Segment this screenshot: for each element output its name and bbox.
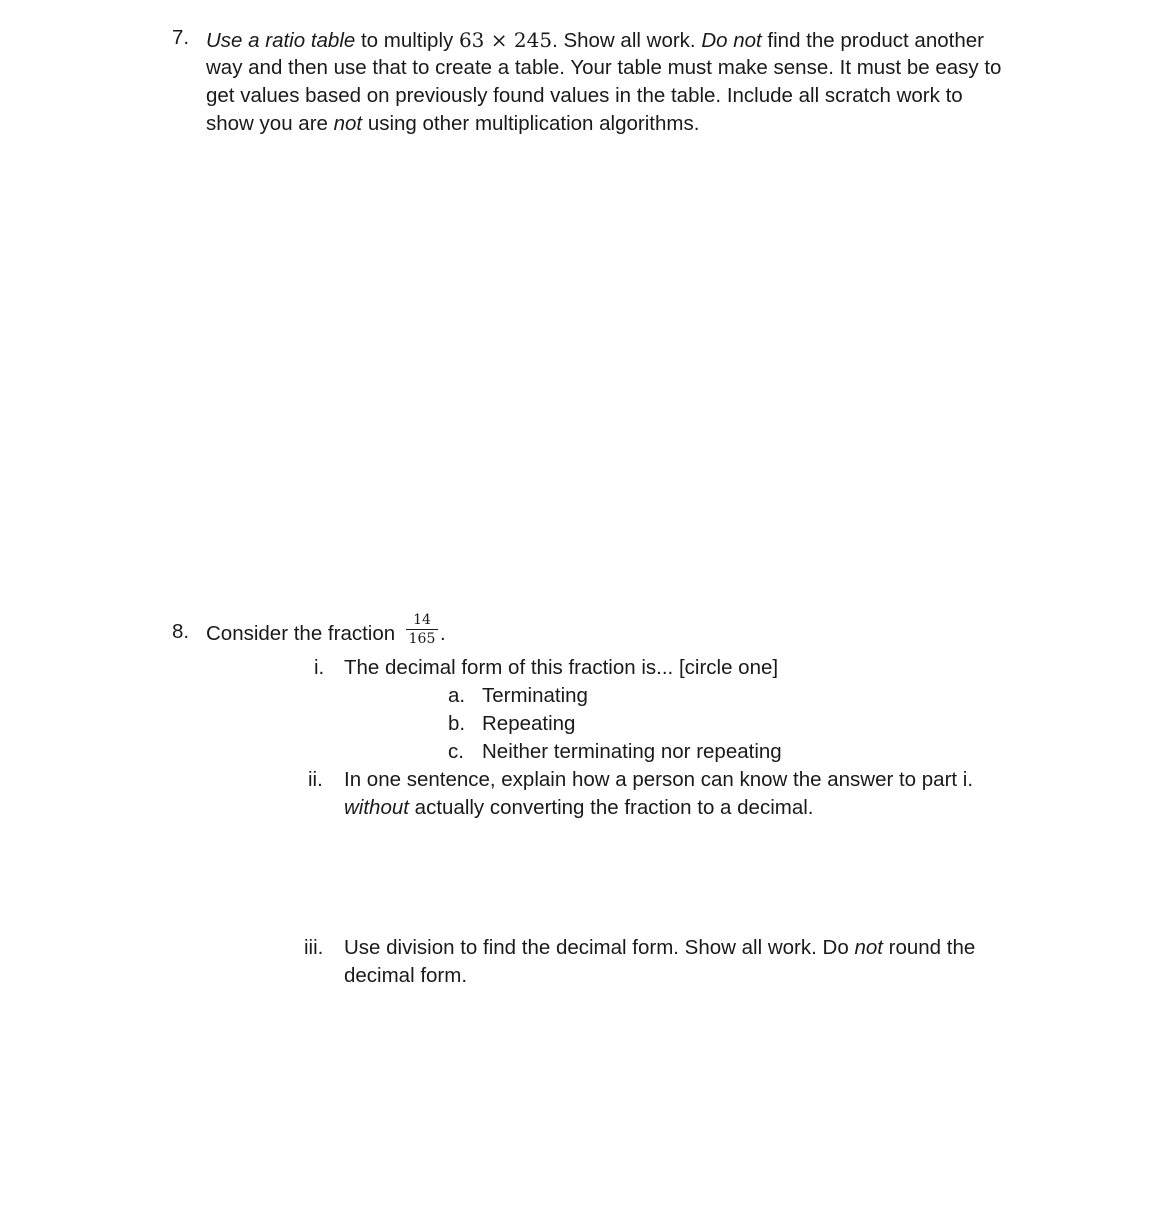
option-neither[interactable]: Neither terminating nor repeating [482, 740, 782, 763]
fraction-bar [406, 629, 438, 630]
option-b-letter: b. [448, 712, 466, 735]
problem-7-line-2: way and then use that to create a table. Your table must make sense. It must be easy to [206, 56, 1002, 79]
problem-7-italic-lead: Use a ratio table [206, 29, 356, 52]
problem-7-text-b: . Show all work. [552, 29, 702, 52]
problem-7-text-a: to multiply [355, 29, 459, 52]
part-ii-line-1: In one sentence, explain how a person can know the answer to part i. [344, 768, 974, 791]
part-iii-number: iii. [304, 936, 324, 959]
part-iii-italic-not: not [854, 936, 883, 959]
problem-8-prompt: Consider the fraction [206, 622, 396, 645]
problem-7-text-c: find the product another [761, 29, 984, 52]
problem-7-line-4-a: show you are [206, 112, 334, 135]
option-repeating[interactable]: Repeating [482, 712, 576, 735]
option-a-letter: a. [448, 684, 466, 707]
fraction-numerator: 14 [413, 612, 431, 628]
problem-8-number: 8. [172, 620, 190, 643]
part-i-text: The decimal form of this fraction is... [circle one] [344, 656, 779, 679]
part-ii-line-2-rest: actually converting the fraction to a decimal. [408, 796, 814, 819]
problem-7-line-1 [206, 26, 984, 55]
part-i-number: i. [314, 656, 325, 679]
problem-7-number: 7. [172, 26, 190, 49]
problem-7-line-3: get values based on previously found values in the table. Include all scratch work to [206, 84, 963, 107]
option-c-letter: c. [448, 740, 464, 763]
part-iii-line-1-a: Use division to find the decimal form. Show all work. Do [344, 936, 855, 959]
part-ii-line-2 [344, 794, 813, 822]
part-ii-italic-without: without [344, 796, 409, 819]
problem-7-math-expression: 63 × 245 [458, 28, 553, 52]
problem-7-line-4 [206, 110, 699, 138]
part-iii-line-1 [344, 934, 975, 962]
problem-7-italic-do-not: Do not [701, 29, 762, 52]
fraction-denominator: 165 [408, 631, 436, 647]
fraction [406, 612, 438, 647]
part-ii-number: ii. [308, 768, 323, 791]
part-iii-line-1-b: round the [882, 936, 976, 959]
option-terminating[interactable]: Terminating [482, 684, 588, 707]
problem-8-period: . [440, 622, 446, 645]
problem-7-italic-not: not [333, 112, 363, 135]
part-iii-line-2: decimal form. [344, 964, 468, 987]
problem-7-line-4-b: using other multiplication algorithms. [362, 112, 700, 135]
